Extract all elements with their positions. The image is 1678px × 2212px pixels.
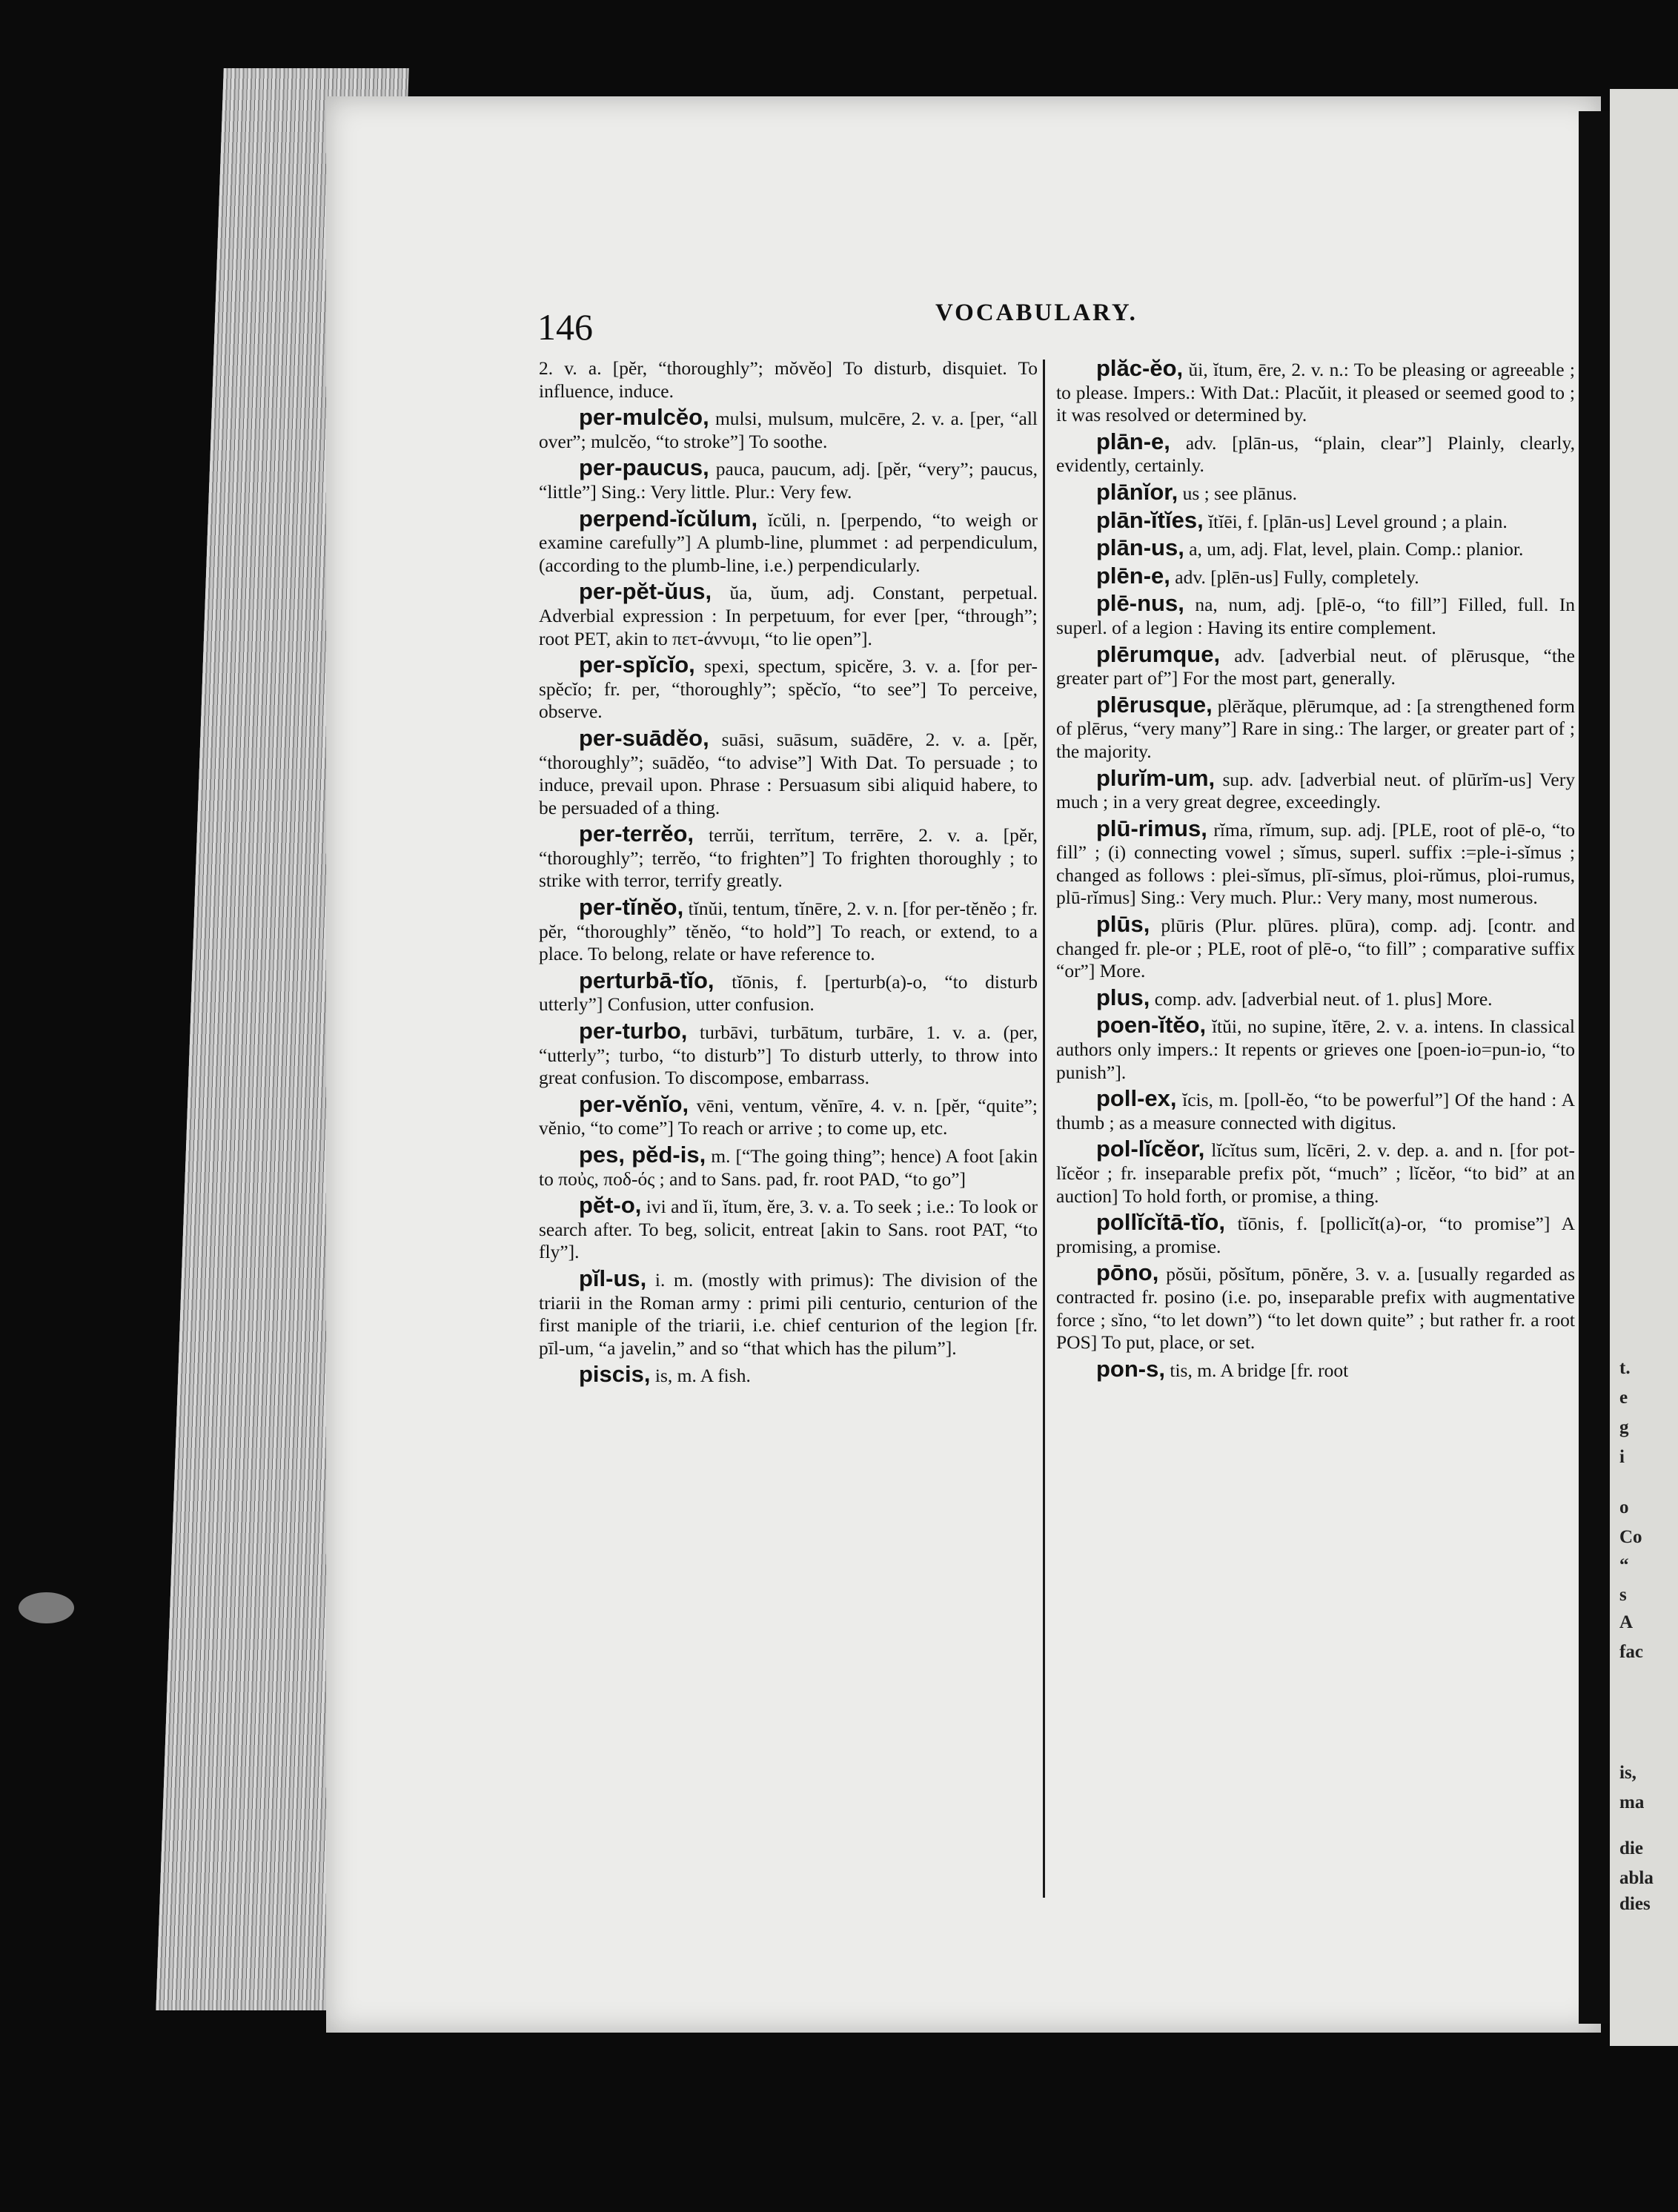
book-gutter — [1579, 111, 1610, 2024]
entry-headword: perturbā-tĭo, — [579, 967, 714, 993]
facing-page-text: o — [1619, 1497, 1629, 1517]
entry-definition: lĭcĭtus sum, lĭcēri, 2. v. dep. a. and n. [for pot-lĭcĕor ; fr. inseparable prefix pŏt, “much” ; lĭcĕor, “to bid” at an auction] To hold forth, or promise, a thing. — [1056, 1139, 1575, 1207]
entry-definition: rĭma, rĭmum, sup. adj. [PLE, root of plē-o, “to fill” ; (i) connecting vowel ; sĭmus, superl. suffix :=ple-i-sĭmus ; changed as follows : plei-sĭmus, plī-sĭmus, ploi-rŭmus, ploi-rumus, plū-rĭmus] Sing.: Very much. Plur.: Very many, most numerous. — [1056, 818, 1575, 909]
facing-page-text: ma — [1619, 1792, 1645, 1812]
dictionary-entry — [539, 454, 1038, 503]
entry-headword: pōno, — [1096, 1259, 1159, 1286]
entry-definition: terrŭi, terrĭtum, terrēre, 2. v. a. [pĕr, “thoroughly”; terrĕo, “to frighten”] To frighten thoroughly ; to strike with terror, terrify greatly. — [539, 824, 1038, 892]
facing-page-text: dies — [1619, 1894, 1651, 1914]
column-rule — [1043, 360, 1045, 1898]
entry-headword: plān-e, — [1096, 428, 1170, 454]
entry-definition: adv. [adverbial neut. of plērusque, “the greater part of”] For the most part, generally. — [1056, 644, 1576, 689]
dictionary-entry — [539, 724, 1038, 819]
entry-definition: i. m. (mostly with primus): The division of the triarii in the Roman army : primi pili centurio, centurion of the first maniple of the triarii, i.e. chief centurion of the legion [fr. pīl-um, “a javelin,” and so “that which has the pilum”]. — [539, 1268, 1038, 1359]
dictionary-entry — [1056, 764, 1575, 814]
dictionary-entry — [539, 1020, 1038, 1090]
entry-headword: per-terrĕo, — [579, 821, 694, 847]
entry-definition: sup. adv. [adverbial neut. of plūrĭm-us] Very much ; in a very great degree, exceedingly. — [1056, 768, 1575, 813]
entry-headword: plērusque, — [1096, 691, 1213, 718]
entry-headword: piscis, — [579, 1361, 651, 1388]
entry-definition: adv. [plēn-us] Fully, completely. — [1175, 566, 1419, 588]
dictionary-entry — [1056, 691, 1576, 764]
entry-headword: per-vĕnĭo, — [579, 1090, 689, 1117]
dictionary-entry — [1056, 984, 1575, 1011]
entry-headword: plus, — [1096, 984, 1150, 1010]
entry-definition: ĭtŭi, no supine, ĭtēre, 2. v. a. intens. In classical authors only impers.: It repents or grieves one [poen-io=pun-io, “to punish”]. — [1056, 1016, 1575, 1083]
facing-page-text: A — [1619, 1612, 1634, 1632]
entry-headword: per-spĭcĭo, — [579, 652, 695, 678]
entry-headword: pĕt-o, — [579, 1192, 642, 1219]
entry-headword: plăc-ĕo, — [1096, 355, 1184, 381]
facing-page-text: i — [1619, 1447, 1625, 1467]
facing-page-text: e — [1619, 1388, 1628, 1408]
entry-definition: plūris (Plur. plūres. plūra), comp. adj. [contr. and changed fr. ple-or ; PLE, root of plē-o, “to fill” ; comparative suffix “or”] More. — [1056, 915, 1575, 982]
entry-definition: ivi and ĭi, ĭtum, ĕre, 3. v. a. To seek ; i.e.: To look or search after. To beg, solicit, entreat [akin to Sans. root PAT, “to fly”]. — [539, 1196, 1038, 1263]
entry-headword: pol-lĭcĕor, — [1096, 1136, 1205, 1162]
entry-headword: plūs, — [1096, 911, 1150, 938]
entry-headword: plē-nus, — [1096, 590, 1184, 617]
entry-headword: pon-s, — [1096, 1355, 1165, 1382]
entry-headword: poen-ĭtĕo, — [1096, 1012, 1207, 1039]
dictionary-entry — [539, 505, 1038, 577]
dictionary-entry — [1056, 1087, 1575, 1134]
entry-headword: plurĭm-um, — [1096, 764, 1216, 791]
entry-definition: tis, m. A bridge [fr. root — [1170, 1359, 1349, 1381]
entry-definition: us ; see plānus. — [1182, 482, 1298, 504]
entry-definition: is, m. A fish. — [654, 1365, 751, 1387]
entry-headword: pĭl-us, — [579, 1265, 647, 1291]
dictionary-entry — [1056, 428, 1575, 477]
dictionary-entry — [1056, 562, 1575, 589]
dictionary-entry — [1056, 815, 1575, 910]
entry-definition: spexi, spectum, spicĕre, 3. v. a. [for per-spĕcĭo; fr. per, “thoroughly”; spĕcĭo, “to see”] To perceive, observe. — [539, 655, 1038, 723]
entry-headword: plēn-e, — [1096, 562, 1170, 589]
dictionary-entry — [1056, 592, 1575, 639]
entry-definition: tĭōnis, f. [perturb(a)-o, “to disturb utterly”] Confusion, utter confusion. — [539, 970, 1038, 1016]
dictionary-entry — [1056, 640, 1576, 690]
dictionary-entry — [1056, 913, 1575, 983]
entry-headword: per-turbo, — [579, 1018, 688, 1044]
facing-page-text: abla — [1619, 1868, 1654, 1888]
entry-definition: mulsi, mulsum, mulcēre, 2. v. a. [per, “all over”; mulcĕo, “to stroke”] To soothe. — [539, 408, 1038, 452]
dictionary-entry — [1056, 1211, 1575, 1258]
facing-page-text: die — [1619, 1838, 1643, 1858]
entry-headword: per-tĭnĕo, — [579, 894, 684, 921]
dictionary-entry — [1056, 506, 1575, 534]
entry-definition: adv. [plān-us, “plain, clear”] Plainly, clearly, evidently, certainly. — [1056, 431, 1575, 477]
entry-headword: plān-ĭtĭes, — [1096, 506, 1204, 533]
entry-definition: comp. adv. [adverbial neut. of 1. plus] More. — [1154, 987, 1493, 1010]
entry-definition: ŭi, ĭtum, ēre, 2. v. n.: To be pleasing or agreeable ; to please. Impers.: With Dat.: Placŭit, it pleased or seemed good to ; it was resolved or determined by. — [1056, 359, 1575, 426]
facing-page-text: is, — [1619, 1763, 1636, 1783]
entry-definition: turbāvi, turbātum, turbāre, 1. v. a. (per, “utterly”; turbo, “to disturb”] To disturb utterly, to throw into great confusion. To discompose, embarrass. — [539, 1021, 1038, 1089]
dictionary-entry — [539, 357, 1038, 403]
entry-definition: tĭōnis, f. [pollicĭt(a)-or, “to promise”] A promising, a promise. — [1056, 1213, 1576, 1257]
entry-headword: per-mulcĕo, — [579, 404, 709, 431]
entry-headword: plānĭor, — [1096, 478, 1178, 505]
entry-headword: per-suādĕo, — [579, 724, 709, 751]
entry-definition: pauca, paucum, adj. [pĕr, “very”; paucus, “little”] Sing.: Very little. Plur.: Very few. — [539, 458, 1038, 503]
facing-page-text: “ — [1619, 1555, 1629, 1575]
entry-headword: per-paucus, — [579, 454, 709, 481]
dictionary-entry — [539, 1265, 1038, 1360]
dictionary-entry — [539, 654, 1038, 723]
dictionary-entry — [539, 580, 1038, 650]
facing-page-text: g — [1619, 1417, 1629, 1437]
dictionary-entry — [539, 823, 1038, 893]
entry-headword: plān-us, — [1096, 534, 1184, 561]
dictionary-entry — [1056, 1259, 1576, 1354]
entry-definition: a, um, adj. Flat, level, plain. Comp.: planior. — [1189, 538, 1524, 560]
dictionary-entry — [1056, 1014, 1575, 1084]
entry-definition: pŏsŭi, pŏsĭtum, pōnĕre, 3. v. a. [usually regarded as contracted fr. posino (i.e. po, inseparable prefix with augmentative force ; sĭno, “to let down”) “to let down quite” ; but rather fr. a root POS] To put, place, or set. — [1056, 1263, 1576, 1354]
dictionary-entry — [1056, 534, 1575, 561]
right-column — [1056, 357, 1575, 1385]
entry-definition: ŭa, ŭum, adj. Constant, perpetual. Adverbial expression : In perpetuum, for ever [per, “through”; root PET, akin to πετ-άννυμι, “to lie open”]. — [539, 582, 1038, 649]
facing-page-edge — [1610, 89, 1678, 2046]
entry-definition: plērăque, plērumque, ad : [a strengthened form of plērus, “very many”] Rare in sing.: The larger, or greater part of ; the majority. — [1056, 695, 1576, 762]
entry-headword: poll-ex, — [1096, 1085, 1177, 1112]
facing-page-text: t. — [1619, 1358, 1631, 1378]
left-column — [539, 357, 1038, 1391]
dictionary-entry — [539, 967, 1038, 1016]
entry-definition: 2. v. a. [pĕr, “thoroughly”; mŏvĕo] To disturb, disquiet. To influence, induce. — [539, 357, 1038, 402]
dictionary-entry — [539, 406, 1038, 453]
facing-page-text: fac — [1619, 1642, 1643, 1662]
entry-definition: vēni, ventum, vĕnīre, 4. v. n. [pĕr, “quite”; vĕnio, “to come”] To reach or arrive ; to come up, etc. — [539, 1094, 1038, 1139]
running-head: VOCABULARY. — [935, 299, 1138, 326]
dictionary-entry — [539, 896, 1038, 966]
entry-headword: pes, pĕd-is, — [579, 1142, 706, 1168]
entry-definition: m. [“The going thing”; hence) A foot [akin to ποὐς, ποδ-ός ; and to Sans. pad, fr. root PAD, “to go”] — [539, 1145, 1038, 1190]
facing-page-text: s — [1619, 1585, 1627, 1605]
facing-page-text: Co — [1619, 1527, 1642, 1547]
dictionary-entry — [539, 1090, 1038, 1140]
entry-definition: ĭcŭli, n. [perpendo, “to weigh or examine carefully”] A plumb-line, plummet : ad perpendiculum, (according to the plumb-line, i.e.) perpendicularly. — [539, 509, 1038, 576]
dictionary-entry — [1056, 357, 1575, 427]
dictionary-entry — [539, 1144, 1038, 1191]
entry-headword: plū-rimus, — [1096, 815, 1207, 841]
entry-headword: perpend-ĭcŭlum, — [579, 505, 758, 532]
dictionary-entry — [539, 1194, 1038, 1264]
entry-definition: tĭnŭi, tentum, tĭnēre, 2. v. n. [for per-tĕnĕo ; fr. pĕr, “thoroughly” tĕnĕo, “to hold”] To reach, or extend, to a place. To belong, relate or have reference to. — [539, 898, 1038, 965]
dictionary-entry — [1056, 1355, 1575, 1382]
ink-blot — [19, 1592, 74, 1623]
page-number: 146 — [537, 306, 593, 348]
entry-headword: plērumque, — [1096, 640, 1221, 667]
entry-definition: ĭcis, m. [poll-ĕo, “to be powerful”] Of the hand : A thumb ; as a measure connected with digitus. — [1056, 1089, 1576, 1133]
entry-definition: na, num, adj. [plē-o, “to fill”] Filled, full. In superl. of a legion : Having its entire complement. — [1056, 594, 1576, 638]
entry-headword: pollĭcĭtā-tĭo, — [1096, 1209, 1225, 1236]
dictionary-entry — [539, 1363, 1038, 1388]
entry-definition: ĭtĭēi, f. [plān-us] Level ground ; a plain. — [1208, 510, 1508, 532]
dictionary-entry — [1056, 1138, 1575, 1208]
entry-definition: suāsi, suāsum, suādēre, 2. v. a. [pĕr, “thoroughly”; suādĕo, “to advise”] With Dat. To persuade ; to induce, prevail upon. Phrase : Persuasum sibi aliquid habere, to be persuaded of a thing. — [539, 728, 1038, 818]
entry-headword: per-pĕt-ŭus, — [579, 578, 712, 605]
dictionary-entry — [1056, 478, 1575, 506]
